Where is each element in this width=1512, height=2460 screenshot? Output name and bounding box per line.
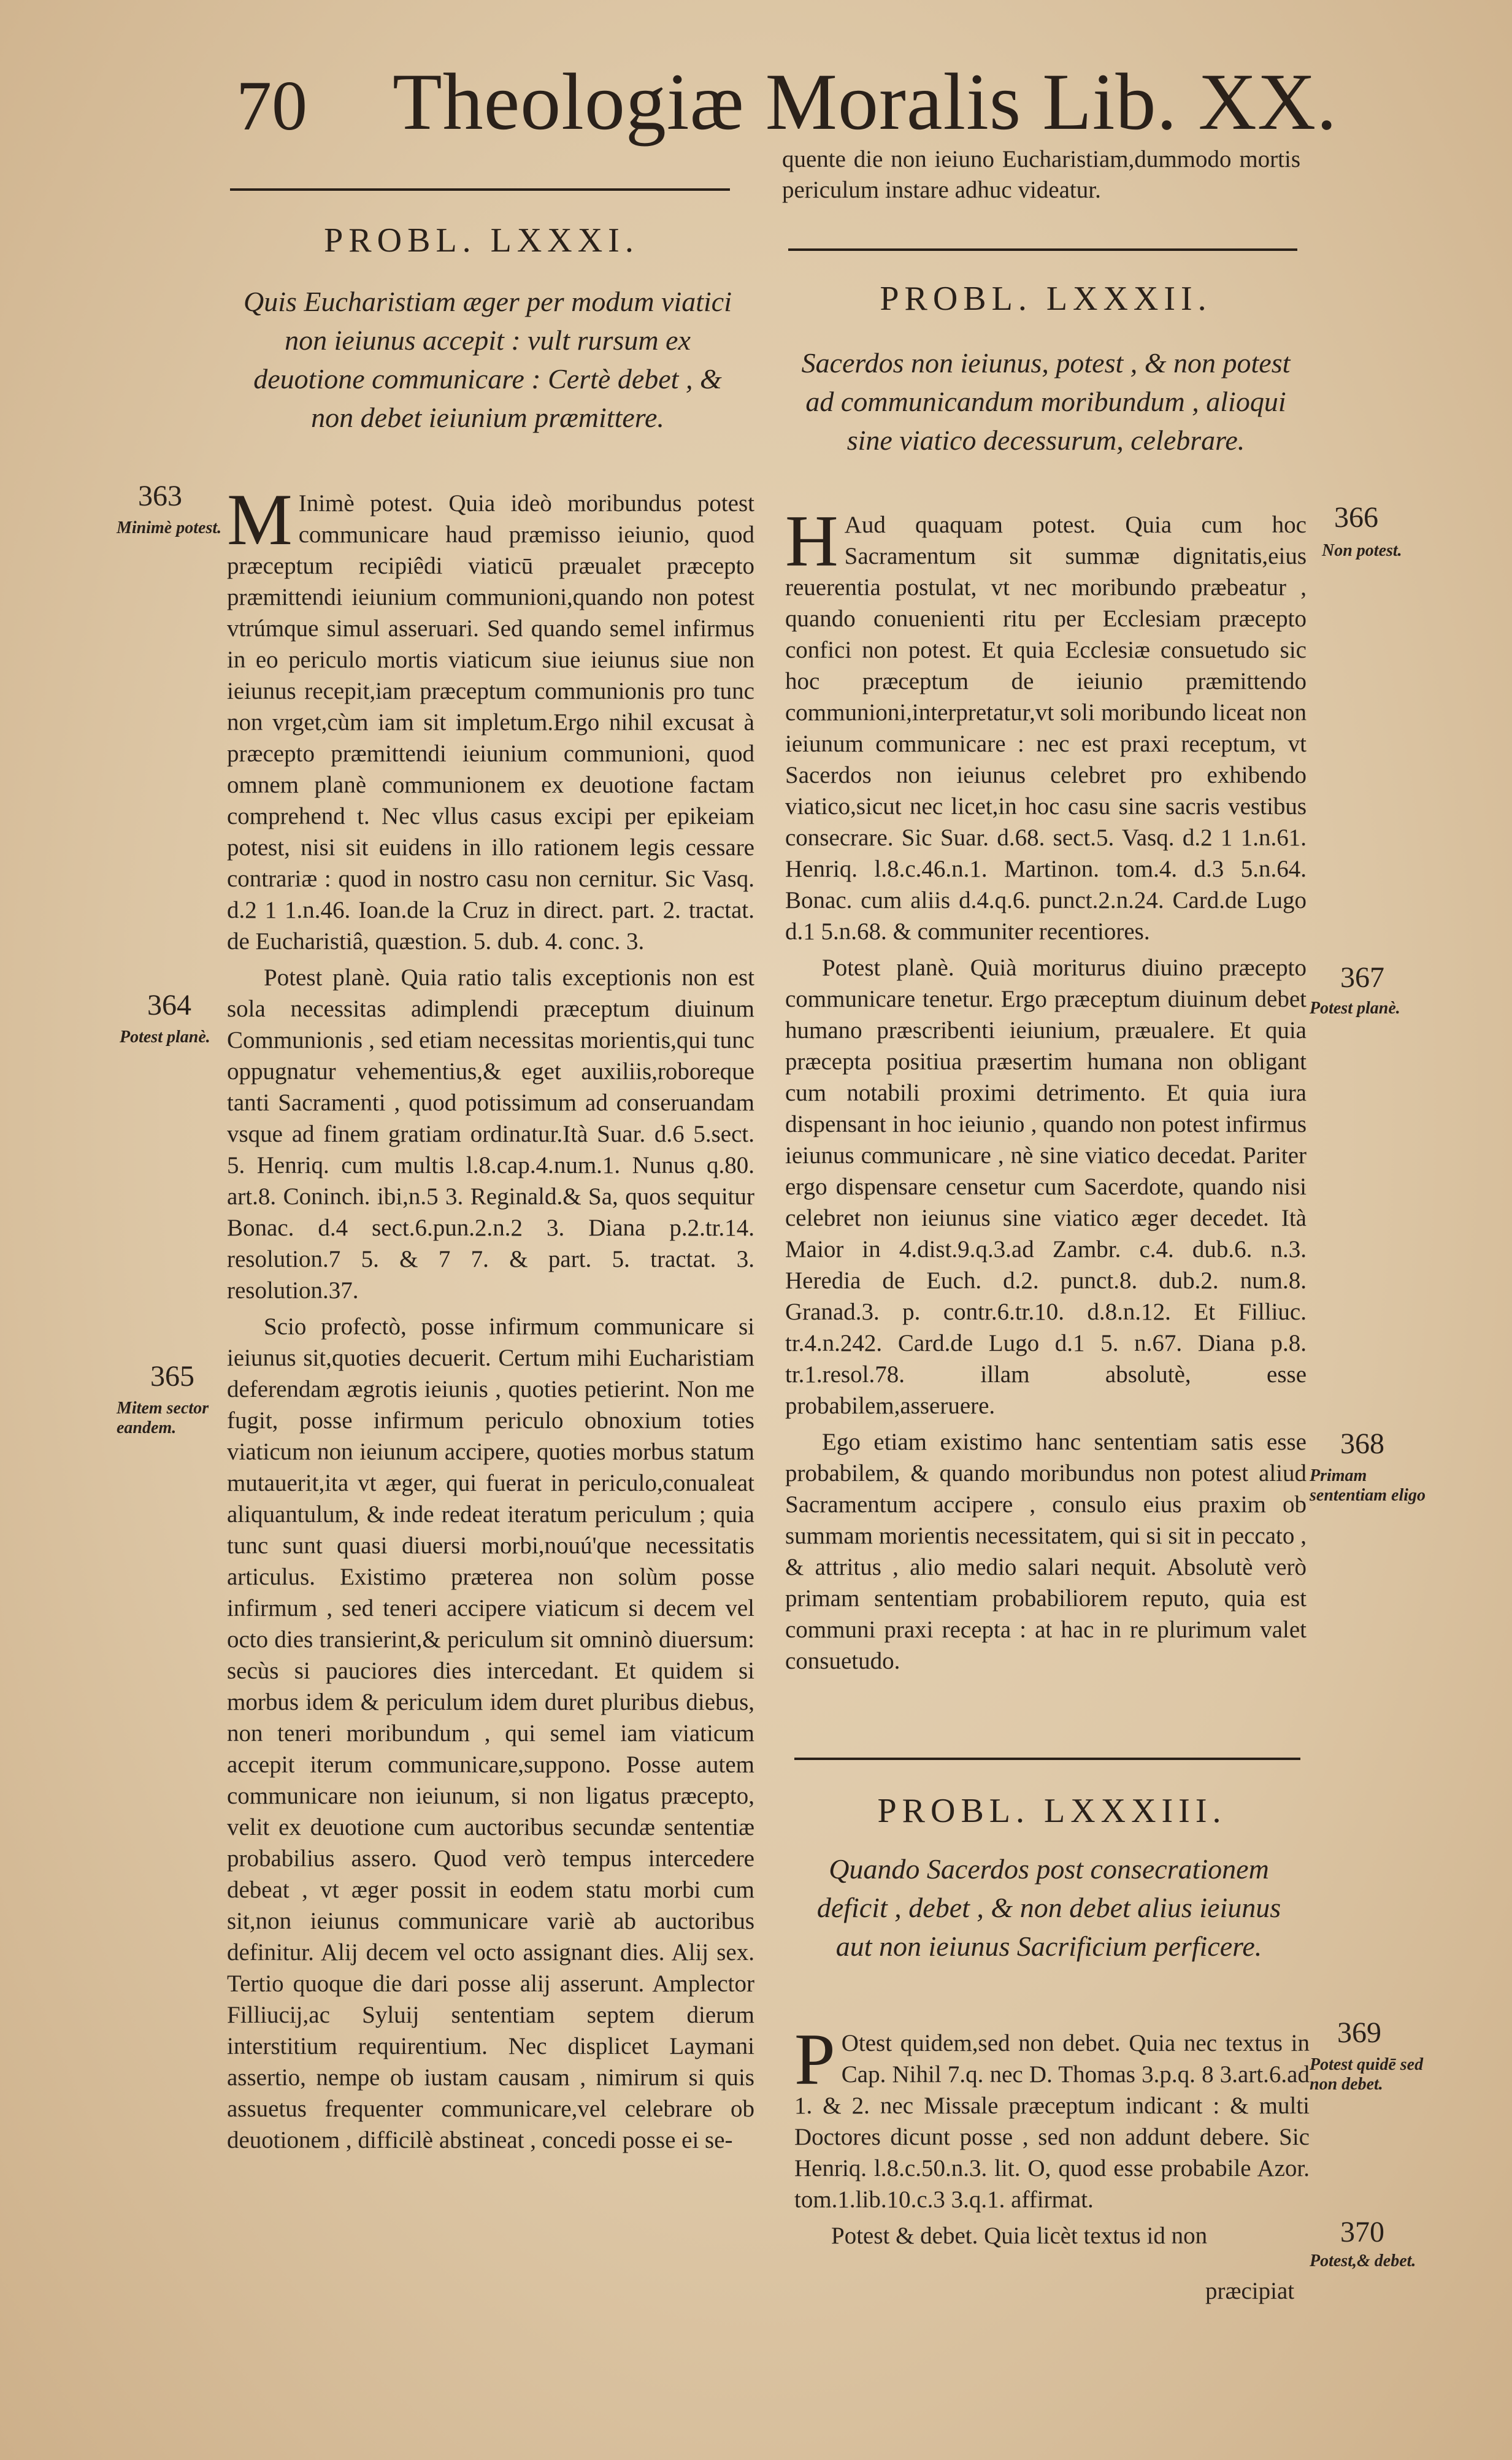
margin-note-364: Potest planè. [120, 1028, 210, 1047]
problem-summary-83: Quando Sacerdos post consecrationem deficit , debet , & non debet alius ieiunus aut non ieiunus Sacrificium perficere. [816, 1853, 1281, 1962]
right-section-rule-2 [794, 1758, 1300, 1760]
paragraph-368: Ego etiam existimo hanc sententiam satis esse probabilem, & quando moribundus non potest aliud Sacramentum accipere , consulo eius praxim ob summam morientis necessitatem, qui si sit in peccato , & attritus , alio medio salari nequit. Absolutè verò primam sententiam probabiliorem reputo, quia est communi praxi recepta : at hac in re plurimum valet consuetudo. [785, 1429, 1307, 1674]
paragraph-366: H Aud quaquam potest. Quia cum hoc Sacramentum sit summæ dignitatis,eius reuerentia postulat, vt nec moribundo præbeatur , quando conuenienti ritu per Ecclesiam præcepto confici non potest. Et quia Ecclesiæ consuetudo sic hoc præceptum de ieiunio præmittendo communioni,interpretatur,vt soli moribundo liceat non ieiunum communicare : nec est praxi receptum, vt Sacerdos non ieiunus celebret pro exhibendo viatico,sicut nec licet,in hoc casu sine sacris vestibus consecrare. Sic Suar. d.68. sect.5. Vasq. d.2 1 1.n.61. Henriq. l.8.c.46.n.1. Martinon. tom.4. d.3 5.n.64. Bonac. cum aliis d.4.q.6. punct.2.n.24. Card.de Lugo d.1 5.n.68. & communiter recentiores. [785, 500, 1307, 945]
margin-note-369: Potest quidē sed non debet. [1310, 2055, 1424, 2094]
drop-cap-h: H [785, 500, 839, 582]
margin-number-365: 365 [150, 1360, 194, 1393]
paragraph-369: P Otest quidem,sed non debet. Quia nec textus in Cap. Nihil 7.q. nec D. Thomas 3.p.q. 8 3.art.6.ad 1. & 2. nec Missale præceptum indicant : & multi Doctores dicunt posse , sed non addunt debere. Sic Henriq. l.8.c.50.n.3. lit. O, quod esse probabile Azor. tom.1.lib.10.c.3 3.q.1. affirmat. [794, 2018, 1310, 2213]
problem-heading-81: PROBL. LXXXI. [324, 221, 639, 259]
margin-number-363: 363 [138, 480, 182, 512]
drop-cap-p: P [794, 2018, 835, 2100]
paragraph-364: Potest planè. Quia ratio talis exceptionis non est sola necessitas adimplendi præceptum diuinum Communionis , sed etiam necessitas morientis,qui tunc oppugnatur vehementius,& eget auxiliis,roboreque tanti Sacramenti , quod potissimum ad conseruandam vsque ad finem gratiam ordinatur.Ità Suar. d.6 5.sect. 5. Henriq. cum multis l.8.cap.4.num.1. Nunus q.80. art.8. Coninch. ibi,n.5 3. Reginald.& Sa, quos sequitur Bonac. d.4 sect.6.pun.2.n.2 3. Diana p.2.tr.14. resolution.7 5. & 7 7. & part. 5. tractat. 3. resolution.37. [227, 964, 754, 1304]
paragraph-365: Scio profectò, posse infirmum communicare si ieiunus sit,quoties decuerit. Certum mihi Eucharistiam deferendam ægrotis ieiunis , quoties petierint. Non me fugit, posse infirmum periculo obnoxium toties viaticum non ieiunum accipere, quoties morbus statum mutauerit,ita vt æger, qui fuerat in periculo,conualeat aliquantulum, & inde redeat iteratum periculum ; quia tunc sunt quasi diuersi morbi,nouú'que necessitatis articulus. Existimo præterea non solùm posse infirmum , sed teneri accipere viaticum si decem vel octo dies transierint,& periculum sit omninò diuersum: secùs si pauciores dies intercedant. Et quidem si morbus idem & periculum idem duret pluribus diebus, non teneri moribundum , qui semel iam viaticum accepit iterum communicare,suppono. Posse autem communicare non ieiunum, si non ligatus præcepto, velit ex deuotione cum auctoribus secundæ sententiæ probabilius assero. Quod verò tempus intercedere debeat , vt æger possit in eodem statu morbi cum sit,non ieiunus communicare variè ab auctoribus definitur. Alij decem vel octo assignant dies. Alij sex. Tertio quoque die dari posse alij asserunt. Amplector Filliucij,ac Syluij sententiam septem dierum interstitium requirentium. Nec displicet Laymani assertio, nempe ob iustam causam , nimirum si quis assuetus frequenter communicare,vel celebrare ob deuotionem , difficilè abstineat , concedi posse ei se- [227, 1313, 754, 2153]
margin-number-368: 368 [1340, 1428, 1384, 1460]
right-section-rule [788, 248, 1297, 251]
paragraph-367: Potest planè. Quià moriturus diuino præcepto communicare tenetur. Ergo præceptum diuinum debet humano præscribenti ieiunium, præualere. Et quia præcepta positiua præsertim humana non obligant cum notabili proximi detrimento. Et quia iura dispensant in hoc ieiunio , quando non potest infirmus ieiunus communicare , nè sine viatico decedat. Pariter ergo dispensare censetur cum Sacerdote, quando nisi celebret non ieiunus sine viatico æger decedet. Ità Maior in 4.dist.9.q.3.ad Zambr. c.4. dub.6. n.3. Heredia de Euch. d.2. punct.8. dub.2. num.8. Granad.3. p. contr.6.tr.10. d.8.n.12. Et Filliuc. tr.4.n.242. Card.de Lugo d.1 5. n.67. Diana p.8. tr.1.resol.78. illam absolutè, esse probabilem,asseruere. [785, 955, 1307, 1419]
left-column-text [227, 479, 754, 2161]
continuation-text: quente die non ieiuno Eucharistiam,dummodo mortis periculum instare adhuc videatur. [782, 146, 1300, 203]
margin-number-367: 367 [1340, 961, 1384, 994]
problem-summary-82: Sacerdos non ieiunus, potest , & non potest ad communicandum moribundum , alioqui sine viatico decessurum, celebrare. [801, 347, 1291, 456]
margin-note-363: Minimè potest. [117, 518, 222, 537]
margin-note-368: Primam sententiam eligo [1310, 1466, 1426, 1505]
margin-number-369: 369 [1337, 2016, 1381, 2049]
margin-number-366: 366 [1334, 501, 1378, 534]
running-title: Theologiæ Moralis Lib. XX. [393, 56, 1338, 147]
margin-note-366: Non potest. [1322, 541, 1402, 560]
problem-heading-83: PROBL. LXXXIII. [877, 1792, 1227, 1830]
margin-number-370: 370 [1340, 2216, 1384, 2248]
paragraph-363: M Inimè potest. Quia ideò moribundus potest communicare haud præmisso ieiunio, quod præceptum recipiêdi viaticū præualet præcepto præmittendi ieiunium communioni,quando non potest vtrúmque simul asseruari. Sed quando semel infirmus in eo periculo mortis viaticum siue ieiunus siue non ieiunus recepit,iam præceptum communionis pro tunc non vrget,cùm iam sit impletum.Ergo nihil excusat à præcepto præmittendi ieiunium communioni, quod omnem planè communionem ex deuotione factam comprehend t. Nec vllus casus excipi per epikeiam potest, nisi sit euidens in illo rationem legis cessare contrariæ : quod in nostro casu non cernitur. Sic Vasq. d.2 1 1.n.46. Ioan.de la Cruz in direct. part. 2. tractat. de Eucharistiâ, quæstion. 5. dub. 4. conc. 3. [227, 479, 754, 955]
right-column-text-2 [794, 2018, 1310, 2256]
problem-summary-81: Quis Eucharistiam æger per modum viatici non ieiunus accepit : vult rursum ex deuotione communicare : Certè debet , & non debet ieiunium præmittere. [244, 286, 732, 433]
drop-cap-m: M [227, 479, 293, 560]
margin-note-367: Potest planè. [1310, 999, 1400, 1018]
margin-note-370: Potest,& debet. [1310, 2251, 1416, 2270]
paragraph-370: Potest & debet. Quia licèt textus id non [831, 2223, 1208, 2249]
margin-number-364: 364 [147, 989, 191, 1021]
margin-note-365: Mitem sector eandem. [117, 1399, 209, 1437]
problem-heading-82: PROBL. LXXXII. [880, 280, 1212, 318]
right-column-text-1 [785, 500, 1307, 1682]
catchword: præcipiat [1205, 2278, 1295, 2304]
page-number: 70 [236, 67, 307, 145]
left-header-rule [230, 188, 730, 191]
